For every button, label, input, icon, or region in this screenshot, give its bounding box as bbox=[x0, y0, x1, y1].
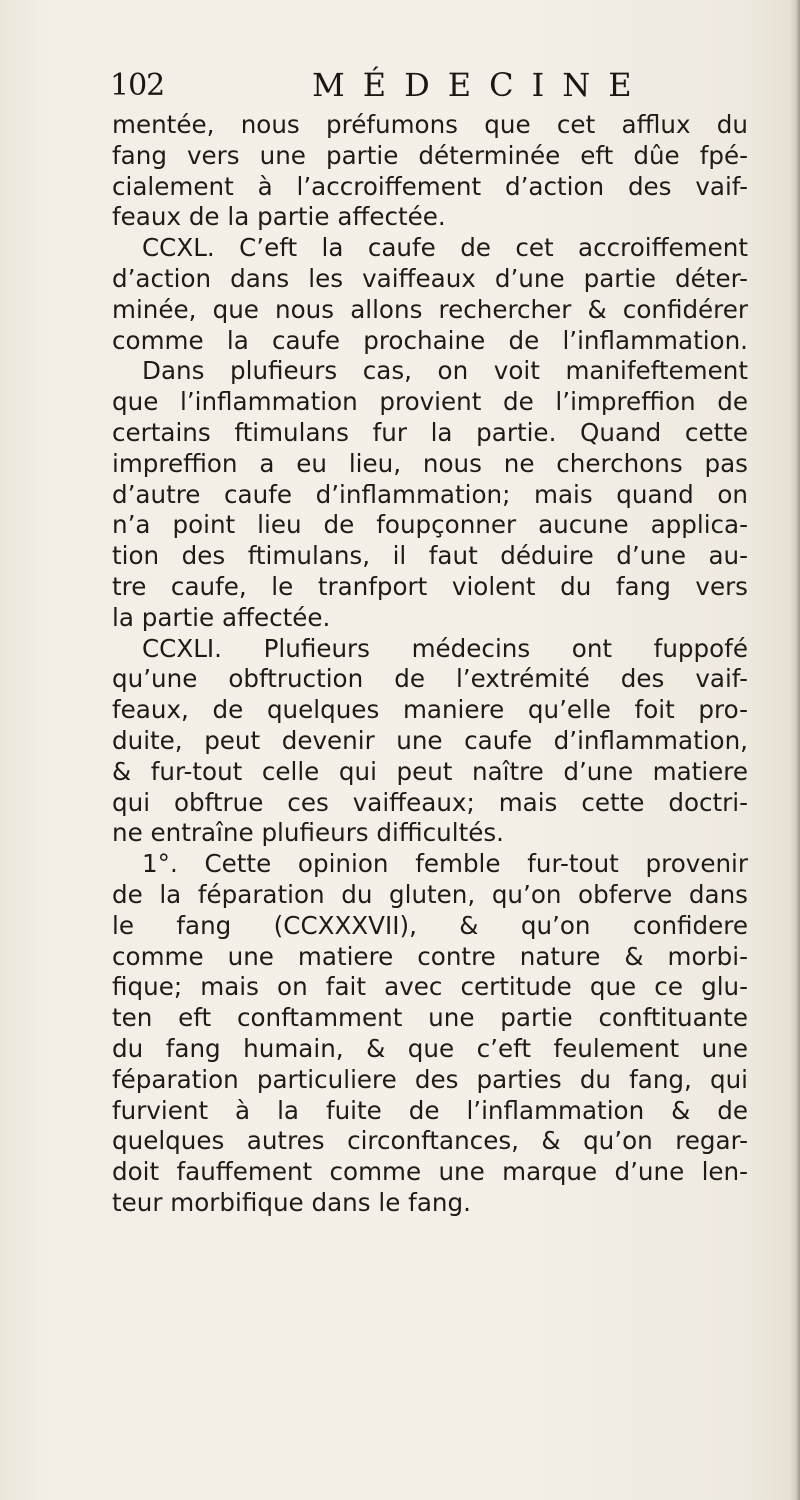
running-head: MÉDECINE bbox=[312, 66, 650, 104]
text-line: & fur-tout celle qui peut naître d’une matiere bbox=[112, 756, 748, 786]
text-line: impreffion a eu lieu, nous ne cherchons pas bbox=[112, 448, 748, 478]
text-line: doit fauffement comme une marque d’une len- bbox=[112, 1157, 748, 1187]
text-line: minée, que nous allons rechercher & confidérer bbox=[112, 294, 748, 324]
text-line: tion des ftimulans, il faut déduire d’une au- bbox=[112, 541, 748, 571]
text-line: feaux de la partie affectée. bbox=[112, 202, 446, 232]
page-edge-shadow bbox=[790, 0, 800, 1500]
text-line: comme une matiere contre nature & morbi- bbox=[112, 941, 748, 971]
text-line: cialement à l’accroiffement d’action des vaif- bbox=[112, 171, 748, 201]
page-number: 102 bbox=[110, 68, 165, 103]
text-line: n’a point lieu de foupçonner aucune applica- bbox=[112, 510, 748, 540]
text-line: quelques autres circonftances, & qu’on regar- bbox=[112, 1126, 748, 1156]
text-line: que l’inflammation provient de l’impreffion de bbox=[112, 387, 748, 417]
text-line: furvient à la fuite de l’inflammation & de bbox=[112, 1095, 748, 1125]
text-line: féparation particuliere des parties du fang, qui bbox=[112, 1064, 748, 1094]
text-line: CCXL. C’eft la caufe de cet accroiffement bbox=[142, 233, 748, 263]
text-line: duite, peut devenir une caufe d’inflammation, bbox=[112, 725, 748, 755]
text-line: ne entraîne plufieurs difficultés. bbox=[112, 818, 504, 848]
text-line: CCXLI. Plufieurs médecins ont fuppofé bbox=[142, 633, 748, 663]
body-text bbox=[112, 110, 748, 1219]
text-line: tre caufe, le tranfport violent du fang vers bbox=[112, 571, 748, 601]
text-line: ten eft conftamment une partie conftituante bbox=[112, 1003, 748, 1033]
text-line: du fang humain, & que c’eft feulement une bbox=[112, 1033, 748, 1063]
text-line: d’action dans les vaiffeaux d’une partie déter- bbox=[112, 263, 748, 293]
text-line: de la féparation du gluten, qu’on obferve dans bbox=[112, 879, 748, 909]
text-line: le fang (CCXXXVII), & qu’on confidere bbox=[112, 910, 748, 940]
page-header bbox=[110, 66, 710, 106]
text-line: fique; mais on fait avec certitude que ce glu- bbox=[112, 972, 748, 1002]
text-line: Dans plufieurs cas, on voit manifeftement bbox=[142, 356, 748, 386]
text-line: d’autre caufe d’inflammation; mais quand on bbox=[112, 479, 748, 509]
text-line: teur morbifique dans le fang. bbox=[112, 1187, 471, 1217]
text-line: mentée, nous préfumons que cet afflux du bbox=[112, 110, 748, 139]
text-line: fang vers une partie déterminée eft dûe fpé- bbox=[112, 140, 748, 170]
text-line: la partie affectée. bbox=[112, 602, 331, 632]
text-line: qui obftrue ces vaiffeaux; mais cette doctri- bbox=[112, 787, 748, 817]
text-line: feaux, de quelques maniere qu’elle foit pro- bbox=[112, 695, 748, 725]
text-line: comme la caufe prochaine de l’inflammation. bbox=[112, 325, 748, 355]
text-line: qu’une obftruction de l’extrémité des vaif- bbox=[112, 664, 748, 694]
text-line: certains ftimulans fur la partie. Quand cette bbox=[112, 417, 748, 447]
text-line: 1°. Cette opinion femble fur-tout provenir bbox=[142, 849, 748, 879]
